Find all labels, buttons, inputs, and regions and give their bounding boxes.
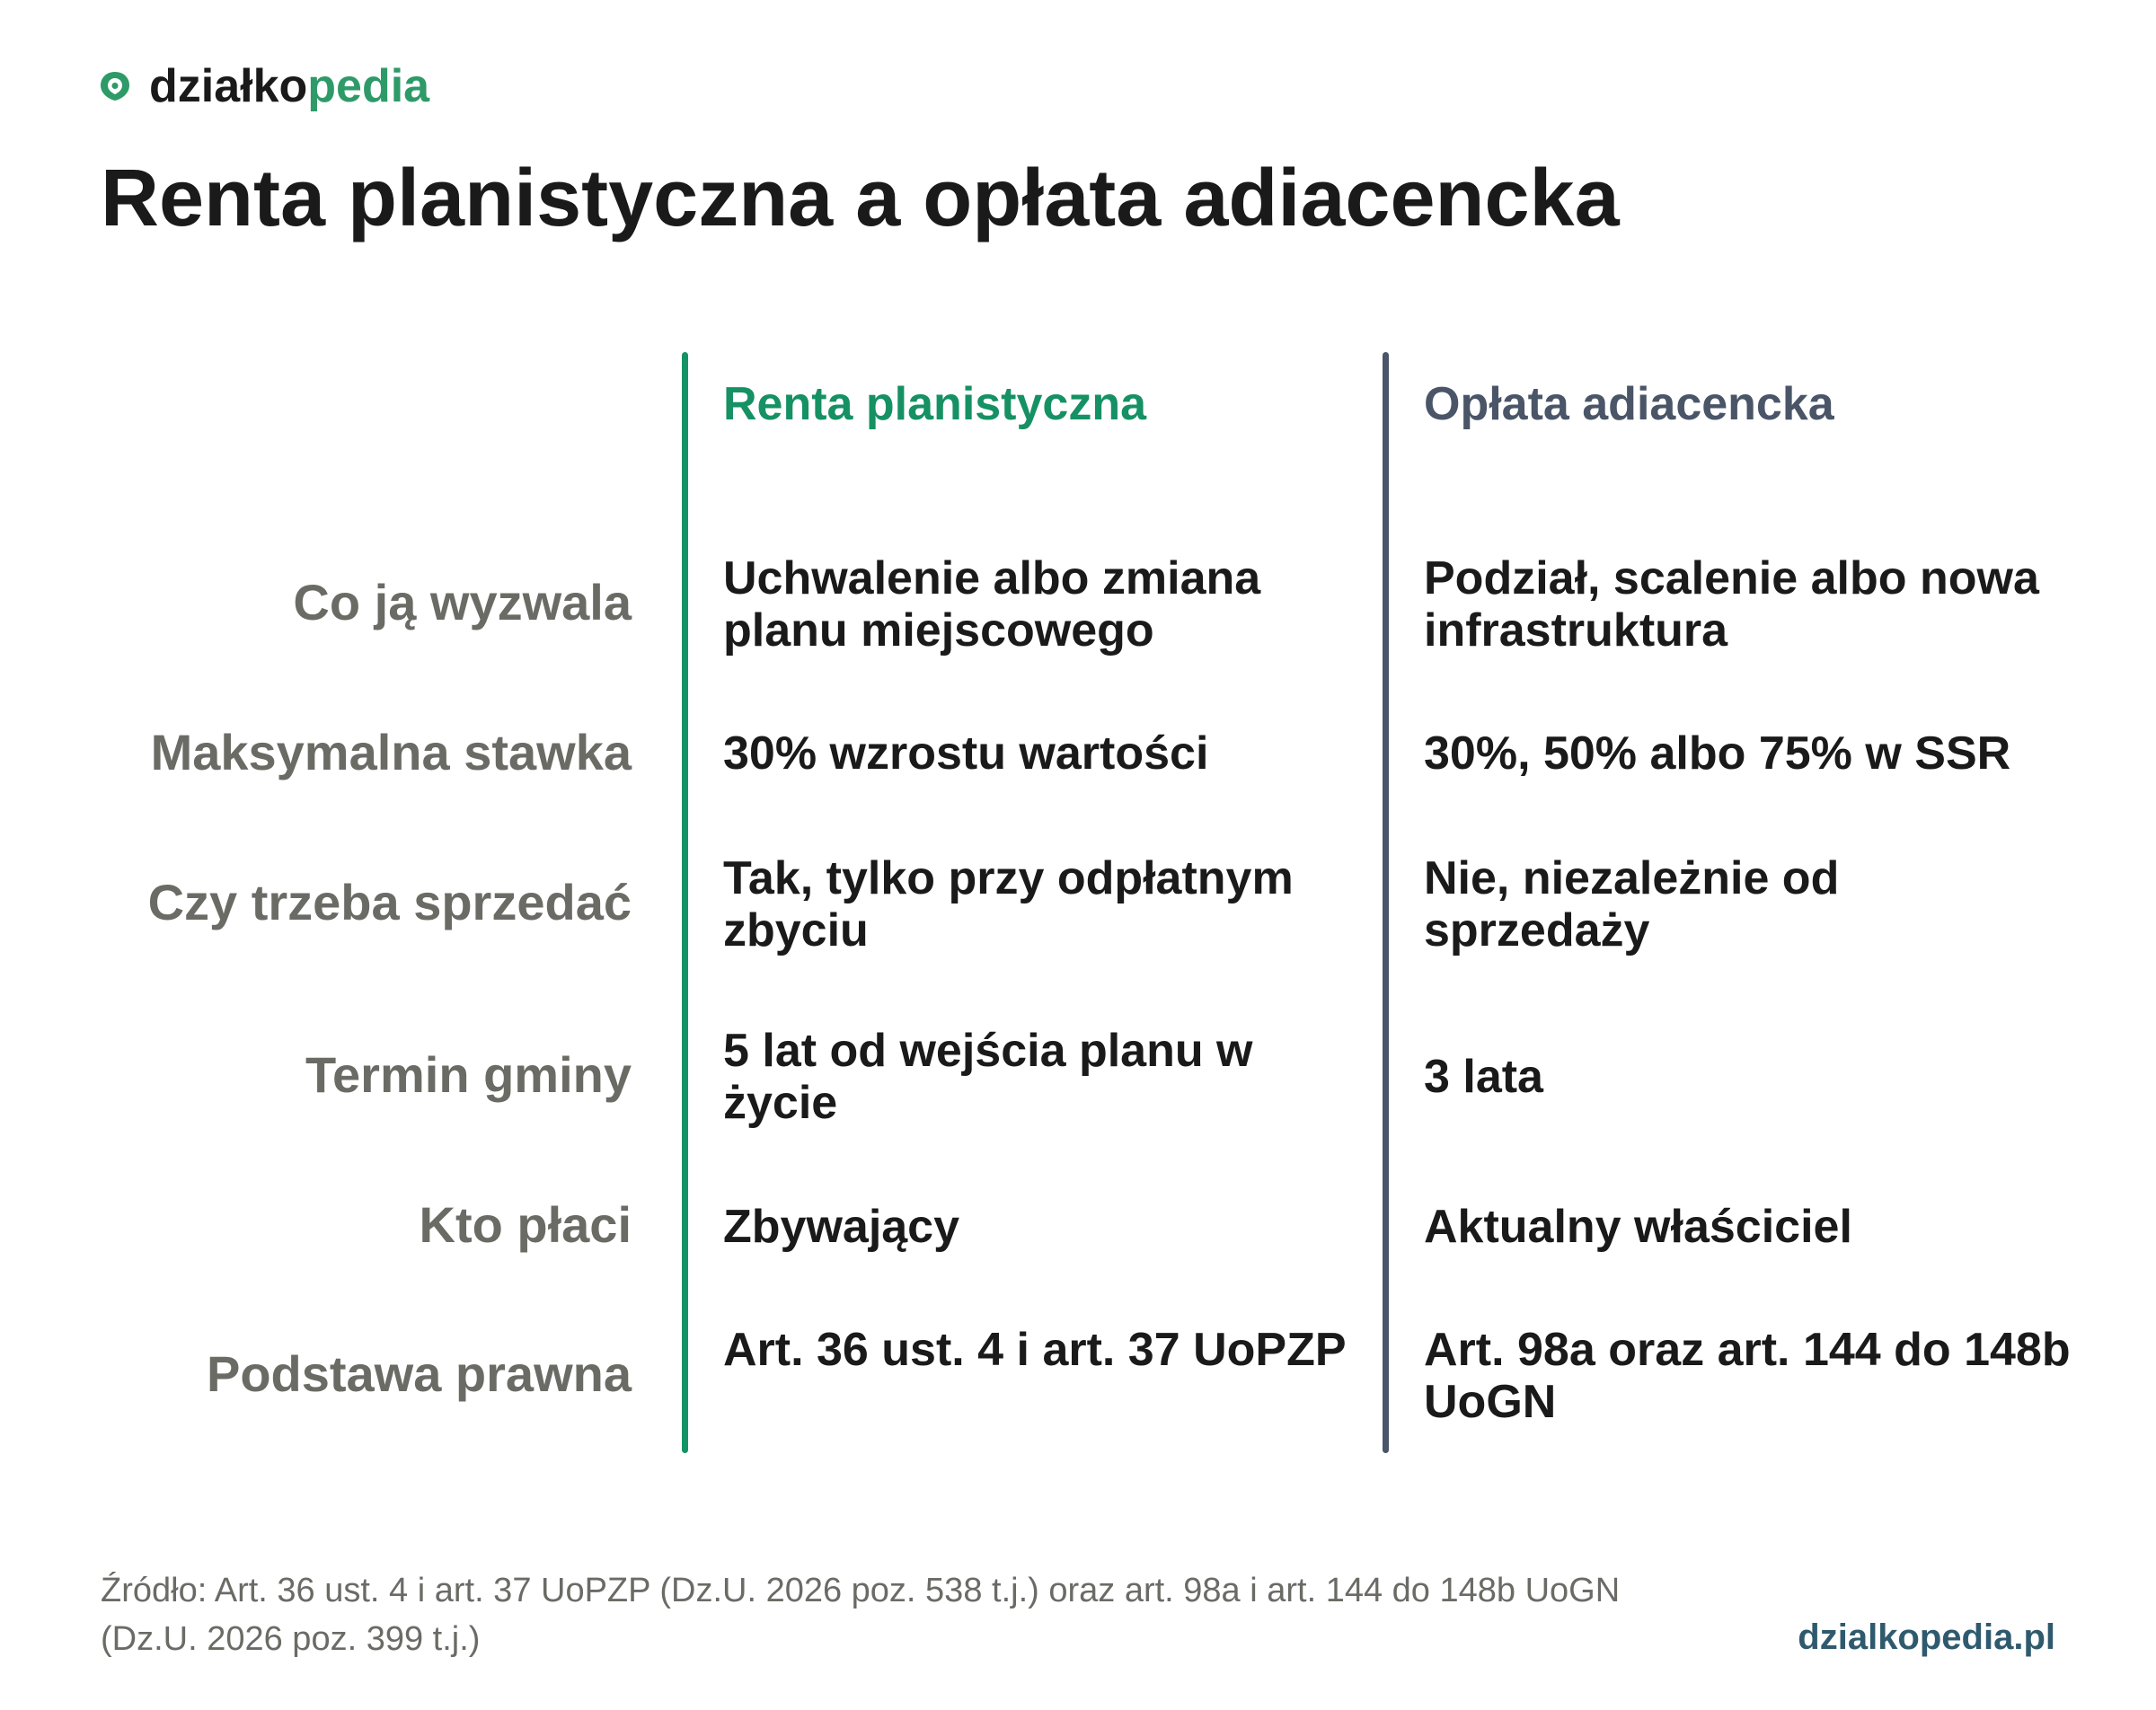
page-title: Renta planistyczna a opłata adiacencka bbox=[101, 154, 1620, 243]
site-url: dzialkopedia.pl bbox=[1798, 1617, 2055, 1657]
left-column-divider bbox=[682, 352, 688, 1453]
cell-oplata-deadline: 3 lata bbox=[1424, 1051, 1543, 1103]
row-label-must-sell: Czy trzeba sprzedać bbox=[147, 874, 632, 930]
right-column-divider bbox=[1383, 352, 1389, 1453]
cell-renta-who-pays: Zbywający bbox=[723, 1201, 960, 1253]
cell-renta-max-rate: 30% wzrostu wartości bbox=[723, 727, 1209, 780]
row-label-trigger: Co ją wyzwala bbox=[293, 574, 632, 630]
cell-oplata-who-pays: Aktualny właściciel bbox=[1424, 1201, 1852, 1253]
source-note: Źródło: Art. 36 ust. 4 i art. 37 UoPZP (Dz.U. 2026 poz. 538 t.j.) oraz art. 98a i art. 144 do 148b UoGN (Dz.U. 2026 poz. 399 t.j.) bbox=[101, 1572, 1621, 1658]
row-label-who-pays: Kto płaci bbox=[419, 1196, 632, 1253]
cell-renta-deadline: 5 lat od wejścia planu w życie bbox=[723, 1025, 1253, 1129]
brand-name-part1: działko bbox=[149, 60, 308, 112]
cell-oplata-trigger: Podział, scalenie albo nowa infrastruktura bbox=[1424, 552, 2039, 657]
cell-renta-trigger: Uchwalenie albo zmiana planu miejscowego bbox=[723, 552, 1261, 657]
brand-logo bbox=[99, 59, 429, 113]
cell-oplata-must-sell: Nie, niezależnie od sprzedaży bbox=[1424, 852, 1840, 956]
column-header-renta: Renta planistyczna bbox=[723, 378, 1147, 430]
cell-oplata-legal-basis: Art. 98a oraz art. 144 do 148b UoGN bbox=[1424, 1324, 2071, 1428]
cell-renta-legal-basis: Art. 36 ust. 4 i art. 37 UoPZP bbox=[723, 1324, 1347, 1376]
cell-oplata-max-rate: 30%, 50% albo 75% w SSR bbox=[1424, 727, 2011, 780]
row-label-max-rate: Maksymalna stawka bbox=[150, 724, 632, 780]
map-pin-icon bbox=[99, 70, 131, 102]
column-header-oplata: Opłata adiacencka bbox=[1424, 378, 1834, 430]
brand-name-part2: pedia bbox=[307, 60, 430, 112]
row-label-legal-basis: Podstawa prawna bbox=[206, 1345, 632, 1402]
row-label-deadline: Termin gminy bbox=[305, 1046, 632, 1103]
cell-renta-must-sell: Tak, tylko przy odpłatnym zbyciu bbox=[723, 852, 1294, 956]
brand-name bbox=[149, 59, 429, 113]
